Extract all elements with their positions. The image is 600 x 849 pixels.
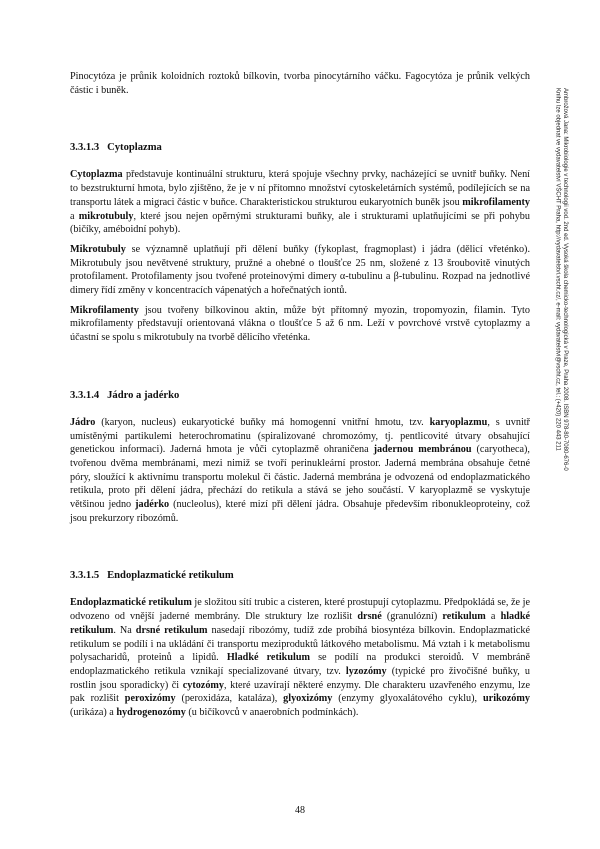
term: karyoplazmu [429, 416, 488, 428]
term: urikozómy [483, 693, 530, 705]
section-number: 3.3.1.4 [70, 389, 100, 401]
term: peroxizómy [124, 693, 176, 705]
term: Hladké retikulum [226, 652, 310, 664]
page-body [70, 70, 530, 726]
section-title: Jádro a jadérko [107, 389, 180, 401]
term: Mikrofilamenty [70, 304, 139, 316]
mikrotubuly-paragraph: Mikrotubuly se významně uplatňují při dělení buňky (fykoplast, fragmoplast) i jádra (dělicí vřeténko). Mikrotubuly jsou nevětvené struktury, pružné a ohebné o tloušťce 25 nm, složené z 13 šroubovitě vinutých protofilament. Protofilamenty jsou tvořené proteinovými dimery α-tubulinu a β-tubulinu. Rozpad na jednotlivé dimery řídí změny v koncentracích vápenatých a hořečnatých iontů. [70, 243, 530, 297]
term: Cytoplazma [70, 169, 123, 181]
term: Jádro [70, 416, 96, 428]
term: jadernou membránou [373, 444, 472, 456]
term: glyoxizómy [283, 693, 333, 705]
cytoplazma-paragraph: Cytoplazma představuje kontinuální strukturu, která spojuje všechny prvky, nacházející se uvnitř buňky. Není to bezstrukturní hmota, bylo zjištěno, že je v ní přítomno množství cytoskeletárních systémů, podílejících se na transportu látek a migraci částic v buňce. Charakteristickou strukturou eukaryotních buněk jsou mikrofilamenty a mikrotubuly, které jsou nejen opěrnými strukturami buňky, ale i strukturami uplatňujícími se při pohybu (bičíky, améboidní pohyb). [70, 169, 530, 236]
term: jadérko [135, 499, 170, 511]
section-title: Endoplazmatické retikulum [107, 570, 234, 582]
section-number: 3.3.1.5 [70, 570, 100, 582]
term: cytozómy [182, 679, 225, 691]
mikrofilamenty-paragraph: Mikrofilamenty jsou tvořeny bílkovinou aktin, může být přítomný myozin, tropomyozin, filamin. Tyto mikrofilamenty představují orientovaná vlákna o tloušťce 5 až 6 nm. Leží v povrchové vrstvě cytoplazmy a účastní se spolu s mikrotubuly na tvorbě dělicího vřeténka. [70, 304, 530, 344]
page-number: 48 [295, 805, 305, 816]
intro-paragraph: Pinocytóza je průnik koloidních roztoků bílkovin, tvorba pinocytárního váčku. Fagocytóza je průnik velkých částic i buněk. [70, 71, 530, 96]
side-citation-note [553, 88, 568, 648]
term: mikrotubuly [78, 210, 134, 222]
section-heading-er [70, 569, 530, 582]
section-title: Cytoplazma [107, 142, 162, 154]
term: Endoplazmatické retikulum [70, 597, 192, 609]
er-paragraph: Endoplazmatické retikulum je složitou sítí trubic a cisteren, které prostupují cytoplazmu. Předpokládá se, že je odvozeno od vnější jaderné membrány. Dle struktury lze rozlišit drsné (granulózní) retikulum a hladké retikulum. Na drsné retikulum nasedají ribozómy, tudíž zde probíhá biosyntéza bílkovin. Endoplazmatické retikulum se podílí i na ukládání či transportu meziproduktů látkového metabolismu. Má vztah i k metabolismu polysacharidů, proteinů a lipidů. Hladké retikulum se podílí na produkci steroidů. V membráně endoplazmatického retikula vznikají specializované útvary, tzv. lyzozómy (typické pro živočišné buňky, u rostlin jsou sporadicky) či cytozómy, které uzavírají některé enzymy. Dle charakteru uzavřeného enzymu, lze pak rozlišit peroxizómy (peroxidáza, kataláza), glyoxizómy (enzymy glyoxalátového cyklu), urikozómy (urikáza) a hydrogenozómy (u bičíkovců v anaerobních podmínkách). [70, 597, 531, 719]
term: Mikrotubuly [70, 243, 126, 255]
term: drsné [357, 611, 382, 623]
term: drsné retikulum [135, 624, 208, 636]
jadro-paragraph: Jádro (karyon, nucleus) eukaryotické buňky má homogenní vnitřní hmotu, tzv. karyoplazmu, s uvnitř umístěnými partikulemi heterochromatinu (spiralizované chromozómy, tj. pentlicovité útvary obsahující genetickou informaci). Jaderná hmota je vůči cytoplazmě ohraničena jadernou membránou (caryotheca), tvořenou dvěma membránami, mezi nimiž se tvoří perinukleární prostor. Jaderná membrána obsahuje četné póry, sloužící k aktivnímu transportu molekul či částic. Jaderná membrána je odvozená od endoplazmatického retikula, proto při dělení jádra, přechází do retikula a stává se jeho součástí. V karyoplazmě se vyskytuje většinou jedno jadérko (nucleolus), které mizí při dělení jádra. Obsahuje především ribonukleoproteiny, což jsou prekurzory ribozómů. [70, 416, 530, 524]
citation-line: Ambrožová Jana: Mikrobiologie v technologii vod. 2nd ed. Vysoká škola chemicko-technologická v Praze, Praha 2008. ISBN 978-80-7080-676-0 [562, 88, 568, 471]
section-heading-cytoplazma [70, 141, 530, 154]
section-number: 3.3.1.3 [70, 142, 100, 154]
order-info-line: Knihu lze objednat ve vydavatelství VŠCHT Praha, http://vydavatelstvi.vscht.cz/, e-mail: vydavatelstvi@vscht.cz, tel.: (+420) 220 443 211 [554, 88, 561, 451]
term: retikulum [442, 611, 486, 623]
section-heading-jadro [70, 389, 530, 402]
term: lyzozómy [345, 665, 387, 677]
term: mikrofilamenty [462, 196, 530, 208]
term: hladké retikulum [70, 611, 531, 636]
term: hydrogenozómy [116, 707, 186, 719]
